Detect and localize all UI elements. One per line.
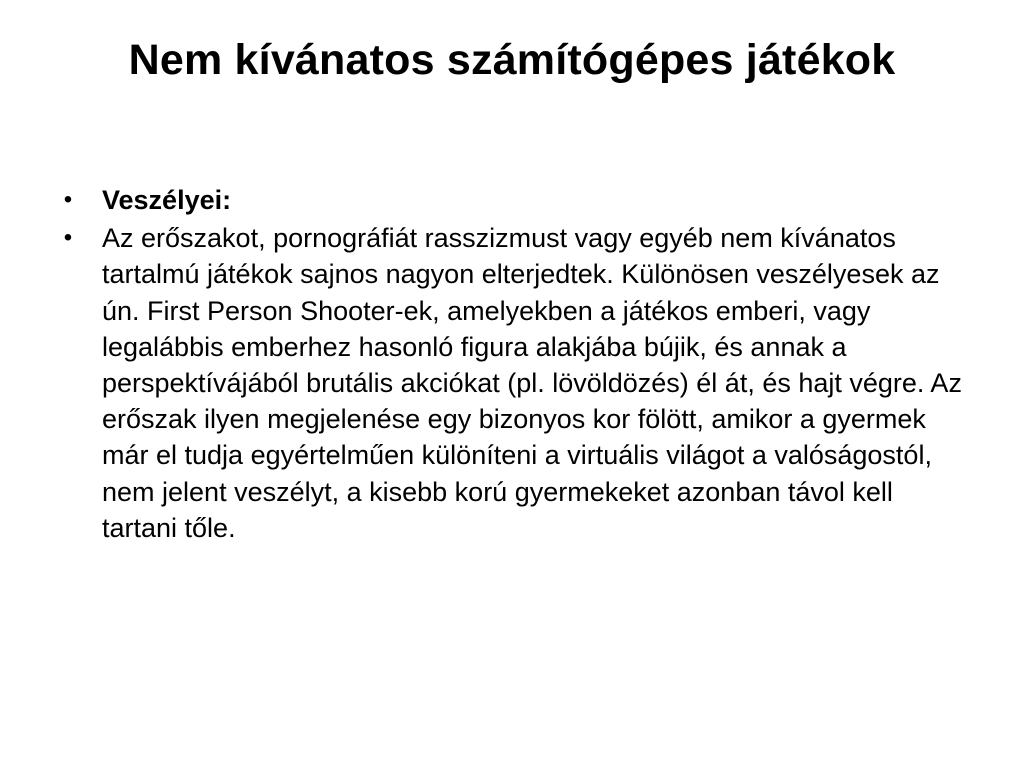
bullet-body-text: Az erőszakot, pornográfiát rasszizmust vagy egyéb nem kívánatos tartalmú játékok sajnos nagyon elterjedtek. Különösen veszélyesek az ún. First Person Shooter-ek, amelyekben a játékos emberi, vagy legalábbis emberhez hasonló figura alakjába bújik, és annak a perspektívájából brutális akciókat (pl. lövöldözés) él át, és hajt végre. Az erőszak ilyen megjelenése egy bizonyos kor fölött, amikor a gyermek már el tudja egyértelműen különíteni a virtuális világot a valóságostól, nem jelent veszélyt, a kisebb korú gyermekeket azonban távol kell tartani tőle.: [102, 223, 962, 543]
bullet-item-heading: [58, 182, 968, 218]
bullet-heading-text: Veszélyei:: [102, 185, 232, 215]
bullet-list: [58, 182, 968, 548]
bullet-dot-icon: •: [63, 224, 73, 252]
bullet-dot-icon: •: [63, 186, 73, 213]
bullet-item-body: [58, 220, 968, 546]
slide-title: Nem kívánatos számítógépes játékok: [128, 36, 896, 84]
